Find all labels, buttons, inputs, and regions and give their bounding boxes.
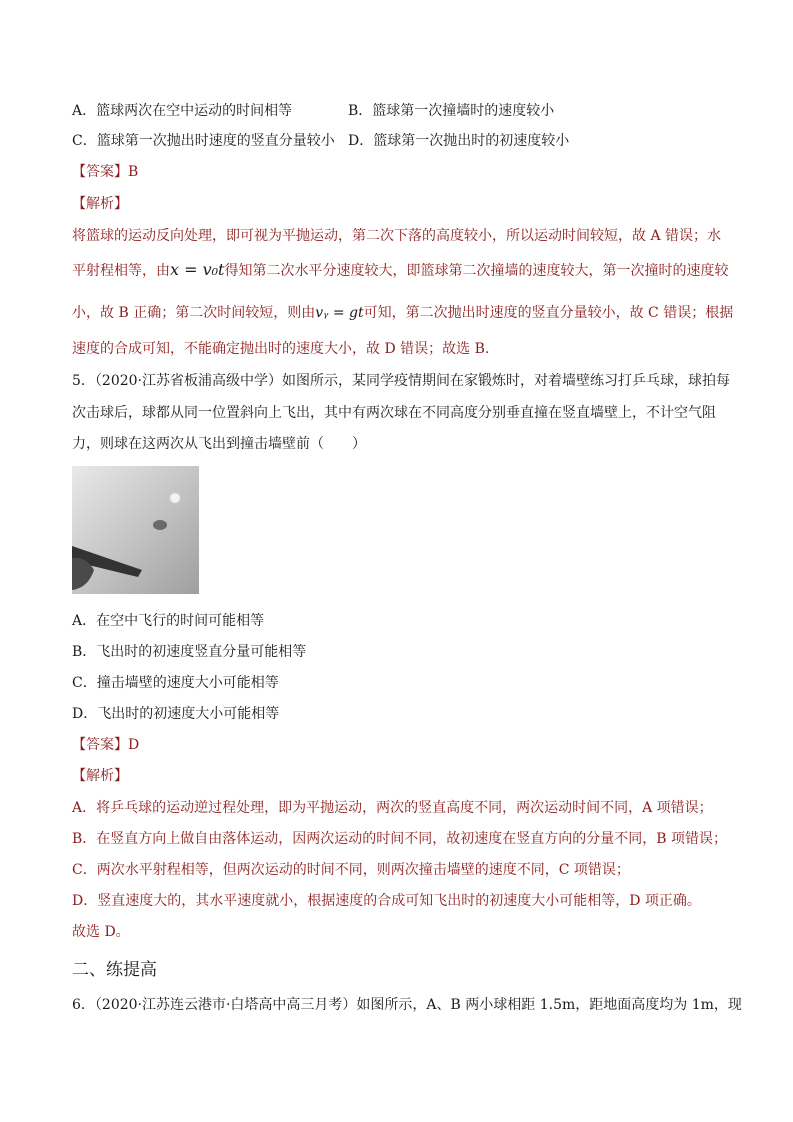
q5-stem-line-2: 次击球后，球都从同一位置斜向上飞出，其中有两次球在不同高度分别垂直撞在竖直墙壁上，不计空气阻	[72, 405, 716, 421]
q4-answer: 【答案】B	[72, 164, 139, 180]
q5-answer: 【答案】D	[72, 737, 140, 753]
q4-analysis-line-3b: 可知，第二次抛出时速度的竖直分量较小，故 C 错误；根据	[363, 305, 734, 321]
q5-option-a: A．在空中飞行的时间可能相等	[72, 613, 265, 629]
q4-analysis-line-2b: 得知第二次水平分速度较大，即篮球第二次撞墙的速度较大，第一次撞时的速度较	[224, 263, 729, 279]
q5-stem-line-3: 力，则球在这两次从飞出到撞击墙壁前（ ）	[72, 436, 366, 452]
q5-analysis-c: C．两次水平射程相等，但两次运动的时间不同，则两次撞击墙壁的速度不同，C 项错误；	[72, 862, 630, 878]
q5-analysis-a: A．将乒乓球的运动逆过程处理，即为平抛运动，两次的竖直高度不同，两次运动时间不同，A 项错误；	[72, 800, 713, 816]
q4-analysis-line-3a: 小，故 B 正确；第二次时间较短，则由	[72, 305, 316, 321]
q5-stem-line-1: 5．（2020·江苏省板浦高级中学）如图所示，某同学疫情期间在家锻炼时，对着墙壁练习打乒乓球，球拍每	[72, 373, 730, 389]
q6-stem-line-1: 6．（2020·江苏连云港市·白塔高中高三月考）如图所示，A、B 两小球相距 1.5m，距地面高度均为 1m，现	[72, 997, 742, 1013]
ping-pong-photo	[72, 466, 199, 594]
section-title: 二、练提高	[72, 960, 157, 980]
q4-analysis-line-1: 将篮球的运动反向处理，即可视为平抛运动，第二次下落的高度较小，所以运动时间较短，故 A 错误；水	[72, 228, 722, 244]
ping-pong-photo-illustration	[72, 466, 199, 594]
q5-analysis-d: D．竖直速度大的，其水平速度就小，根据速度的合成可知飞出时的初速度大小可能相等，D 项正确。	[72, 893, 701, 909]
q4-formula-vy: vᵧ = gt	[315, 305, 364, 321]
q4-analysis-line-4: 速度的合成可知，不能确定抛出时的速度大小，故 D 错误；故选 B.	[72, 341, 490, 357]
q4-option-c: C．篮球第一次抛出时速度的竖直分量较小	[72, 133, 335, 149]
q4-analysis-line-3	[72, 303, 733, 323]
q5-option-c: C．撞击墙壁的速度大小可能相等	[72, 675, 279, 691]
q5-analysis-b: B．在竖直方向上做自由落体运动，因两次运动的时间不同，故初速度在竖直方向的分量不同，B 项错误；	[72, 831, 728, 847]
q5-option-d: D．飞出时的初速度大小可能相等	[72, 706, 280, 722]
q4-analysis-label: 【解析】	[72, 196, 128, 212]
q4-analysis-line-2	[72, 260, 728, 281]
q4-option-a: A．篮球两次在空中运动的时间相等	[72, 103, 293, 119]
ball-shadow-icon	[153, 520, 167, 530]
q4-option-d: D．篮球第一次抛出时的初速度较小	[348, 133, 570, 149]
q4-option-b: B．篮球第一次撞墙时的速度较小	[348, 103, 555, 119]
q4-formula-x: x = v₀t	[170, 260, 225, 279]
q5-option-b: B．飞出时的初速度竖直分量可能相等	[72, 644, 307, 660]
q5-conclusion: 故选 D。	[72, 924, 130, 940]
q4-analysis-line-2a: 平射程相等，由	[72, 263, 170, 279]
ball-icon	[170, 493, 180, 503]
q5-analysis-label: 【解析】	[72, 768, 128, 784]
